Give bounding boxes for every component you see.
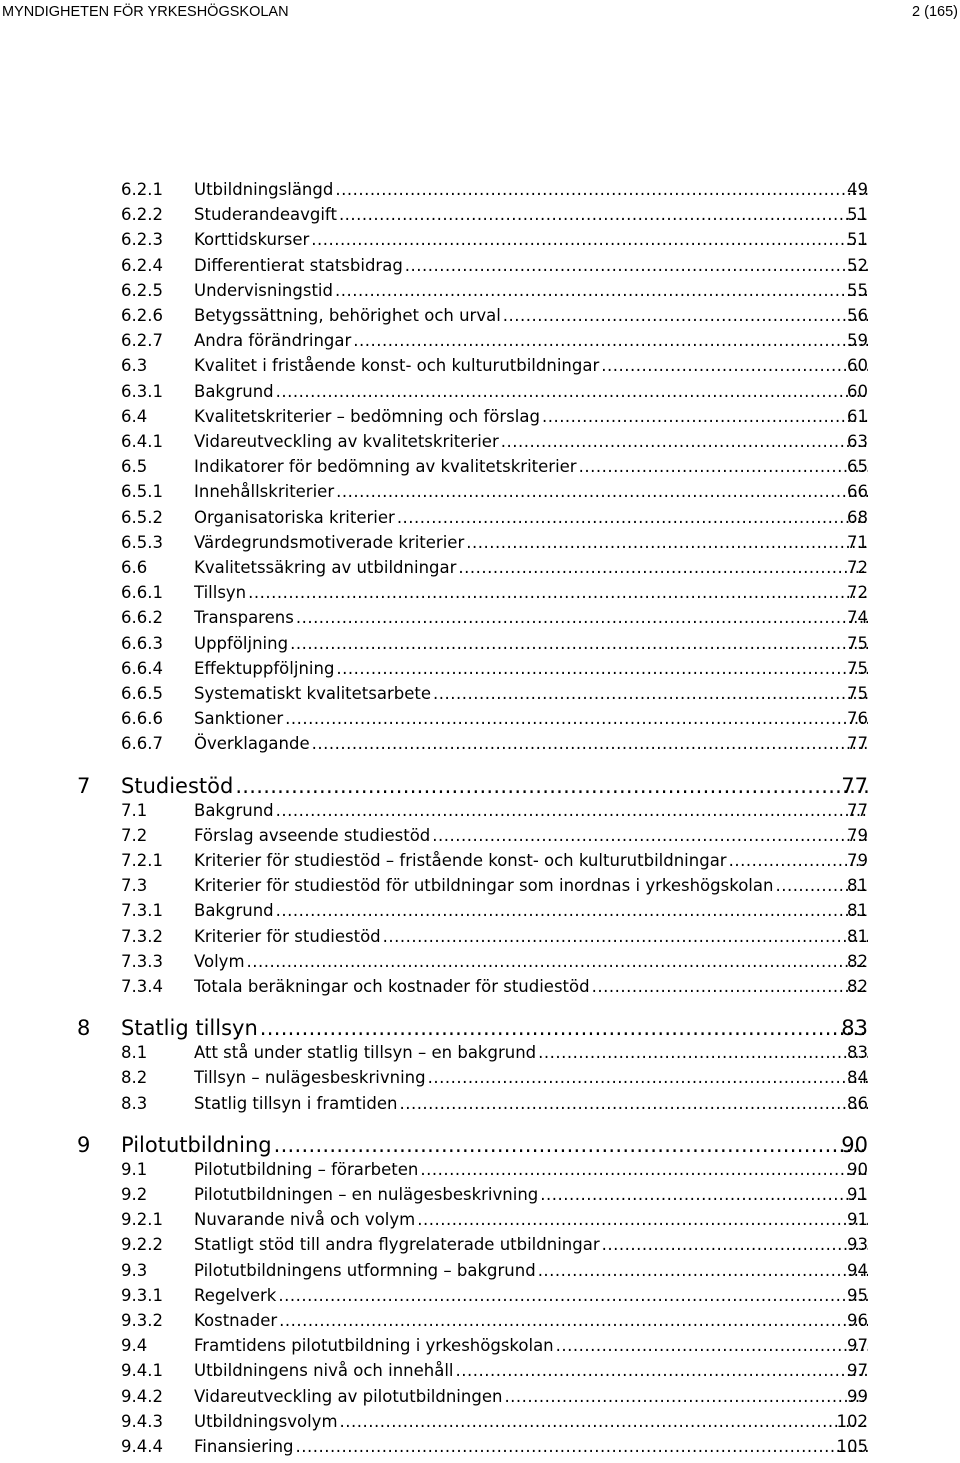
toc-entry-number: 6.2.7: [121, 331, 163, 351]
toc-entry-title-wrap: [194, 404, 868, 429]
toc-entry-number: 6.6.3: [121, 633, 163, 653]
toc-entry-title: Bakgrund: [194, 381, 274, 401]
toc-entry-page: 75: [847, 658, 868, 678]
toc-entry-number: 6.6: [121, 558, 148, 577]
toc-entry-title: Statlig tillsyn i framtiden: [194, 1093, 398, 1113]
toc-entry-title: Kriterier för studiestöd: [194, 926, 381, 946]
toc-entry[interactable]: [0, 631, 960, 656]
toc-entry-title-wrap: [194, 1434, 868, 1459]
toc-entry-page: 56: [847, 306, 868, 325]
toc-entry[interactable]: [0, 681, 960, 706]
toc-entry-title-wrap: [194, 1157, 868, 1182]
toc-dot-leader: [542, 404, 868, 429]
toc-entry-number: 7.2.1: [121, 851, 163, 870]
toc-entry-title-wrap: [194, 949, 868, 974]
toc-entry-title: Kriterier för studiestöd – fristående konst- och kulturutbildningar: [194, 851, 727, 870]
toc-entry-page: 52: [847, 255, 868, 275]
toc-dot-leader: [276, 798, 868, 823]
toc-entry-number: 6.6.7: [121, 734, 163, 754]
page-indicator: 2 (165): [912, 4, 958, 20]
toc-entry[interactable]: [0, 278, 960, 303]
toc-entry[interactable]: [0, 1065, 960, 1090]
toc-dot-leader: [503, 303, 868, 328]
toc-entry-title: Utbildningslängd: [194, 180, 334, 199]
toc-entry-title: Utbildningens nivå och innehåll: [194, 1361, 454, 1381]
toc-entry[interactable]: [0, 873, 960, 898]
toc-entry-title-wrap: [194, 353, 868, 378]
toc-entry[interactable]: [0, 656, 960, 681]
toc-entry-title-wrap: [194, 227, 868, 252]
toc-dot-leader: [278, 1283, 868, 1308]
toc-entry-title-wrap: [194, 1091, 868, 1116]
toc-entry-title-wrap: [194, 1258, 868, 1283]
toc-entry-page: 82: [847, 951, 868, 971]
toc-dot-leader: [579, 454, 868, 479]
toc-entry-title-wrap: [194, 823, 868, 848]
toc-entry-page: 66: [847, 482, 868, 502]
toc-entry-title: Bakgrund: [194, 901, 274, 921]
toc-entry-title: Statligt stöd till andra flygrelaterade utbildningar: [194, 1235, 600, 1255]
toc-entry-title: Bakgrund: [194, 800, 274, 820]
toc-entry-page: 77: [847, 800, 868, 820]
toc-entry[interactable]: [0, 1182, 960, 1207]
toc-entry-title: Värdegrundsmotiverade kriterier: [194, 532, 465, 552]
toc-entry-title-wrap: [194, 798, 868, 823]
toc-dot-leader: [601, 353, 868, 378]
toc-entry[interactable]: [0, 429, 960, 454]
toc-dot-leader: [540, 1182, 868, 1207]
toc-entry-title: Vidareutveckling av pilotutbildningen: [194, 1386, 503, 1406]
toc-entry-page: 63: [847, 432, 868, 451]
toc-entry[interactable]: [0, 1040, 960, 1065]
toc-entry[interactable]: [0, 1091, 960, 1116]
toc-dot-leader: [538, 1258, 868, 1283]
toc-entry-page: 84: [847, 1068, 868, 1088]
toc-entry-number: 9.3: [121, 1260, 148, 1280]
toc-entry-number: 9.4.4: [121, 1437, 163, 1456]
toc-entry-page: 49: [847, 180, 868, 199]
toc-entry[interactable]: [0, 328, 960, 353]
toc-entry-title: Innehållskriterier: [194, 482, 335, 502]
toc-entry-page: 94: [847, 1260, 868, 1280]
toc-entry-title: Pilotutbildning – förarbeten: [194, 1159, 419, 1179]
toc-entry-number: 7.2: [121, 825, 148, 845]
toc-dot-leader: [353, 328, 868, 353]
toc-entry-title-wrap: [194, 605, 868, 630]
toc-entry-title-wrap: [194, 530, 868, 555]
toc-entry-title: Kostnader: [194, 1311, 278, 1330]
toc-entry-title: Differentierat statsbidrag: [194, 255, 403, 275]
toc-dot-leader: [290, 631, 868, 656]
toc-entry[interactable]: [0, 1157, 960, 1182]
toc-entry-title-wrap: [194, 706, 868, 731]
toc-entry[interactable]: [0, 580, 960, 605]
toc-entry[interactable]: [0, 202, 960, 227]
toc-entry-page: 90: [847, 1159, 868, 1179]
toc-entry[interactable]: [0, 530, 960, 555]
toc-entry-number: 9.1: [121, 1159, 148, 1179]
toc-entry-title: Överklagande: [194, 734, 310, 754]
toc-entry-page: 81: [847, 901, 868, 921]
toc-entry-number: 9.2.1: [121, 1210, 163, 1230]
toc-entry-page: 90: [841, 1132, 868, 1157]
toc-entry-title-wrap: [194, 580, 868, 605]
toc-entry-title: Kvalitetssäkring av utbildningar: [194, 558, 457, 577]
toc-entry[interactable]: [0, 1333, 960, 1358]
toc-dot-leader: [556, 1333, 868, 1358]
toc-entry-title-wrap: [194, 1308, 868, 1333]
toc-entry-title: Förslag avseende studiestöd: [194, 825, 431, 845]
toc-dot-leader: [248, 580, 868, 605]
toc-dot-leader: [458, 555, 868, 580]
toc-entry-title: Andra förändringar: [194, 331, 352, 351]
toc-entry-page: 75: [847, 684, 868, 703]
toc-entry[interactable]: [0, 605, 960, 630]
toc-entry-title-wrap: [194, 1232, 868, 1257]
toc-dot-leader: [428, 1065, 868, 1090]
toc-entry-number: 6.2.6: [121, 306, 163, 325]
toc-entry-title: Att stå under statlig tillsyn – en bakgrund: [194, 1043, 537, 1063]
toc-entry-number: 7.1: [121, 800, 148, 820]
toc-entry-title: Effektuppföljning: [194, 658, 335, 678]
toc-entry-page: 76: [847, 709, 868, 729]
toc-dot-leader: [433, 681, 868, 706]
toc-entry-title: Regelverk: [194, 1285, 277, 1305]
toc-entry-title-wrap: [194, 656, 868, 681]
toc-entry-title-wrap: [194, 177, 868, 202]
toc-dot-leader: [501, 429, 868, 454]
toc-entry-page: 82: [847, 977, 868, 996]
toc-entry[interactable]: [0, 227, 960, 252]
toc-entry-title: Studiestöd: [121, 773, 234, 798]
toc-entry-title: Systematiskt kvalitetsarbete: [194, 684, 431, 703]
toc-entry-title: Nuvarande nivå och volym: [194, 1210, 416, 1230]
toc-entry-title: Indikatorer för bedömning av kvalitetskriterier: [194, 457, 577, 477]
toc-entry-title: Studerandeavgift: [194, 205, 337, 225]
toc-entry-title-wrap: [194, 974, 868, 999]
toc-entry-page: 81: [847, 876, 868, 896]
toc-entry-number: 9.2: [121, 1185, 148, 1204]
toc-entry[interactable]: [0, 823, 960, 848]
toc-entry-number: 6.2.4: [121, 255, 163, 275]
toc-entry-page: 75: [847, 633, 868, 653]
toc-entry-title-wrap: [194, 505, 868, 530]
toc-entry-title: Statlig tillsyn: [121, 1016, 258, 1041]
toc-entry-title: Kvalitet i fristående konst- och kulturutbildningar: [194, 356, 600, 376]
toc-entry-page: 72: [847, 583, 868, 603]
toc-entry-title: Tillsyn – nulägesbeskrivning: [194, 1068, 426, 1088]
toc-entry-title-wrap: [194, 681, 868, 706]
toc-entry-number: 6.5: [121, 457, 148, 477]
toc-dot-leader: [405, 253, 868, 278]
toc-entry[interactable]: [0, 303, 960, 328]
toc-entry[interactable]: [0, 404, 960, 429]
toc-entry[interactable]: [0, 1283, 960, 1308]
toc-entry-number: 6.6.6: [121, 709, 163, 729]
toc-entry-number: 6.2.2: [121, 205, 163, 225]
toc-entry-page: 97: [847, 1361, 868, 1381]
toc-entry-page: 61: [847, 406, 868, 426]
toc-entry-title-wrap: [194, 454, 868, 479]
toc-dot-leader: [420, 1157, 868, 1182]
toc-entry[interactable]: [0, 177, 960, 202]
toc-entry[interactable]: [0, 974, 960, 999]
toc-entry-title: Pilotutbildning: [121, 1132, 272, 1157]
toc-entry-title-wrap: [194, 848, 868, 873]
toc-dot-leader: [592, 974, 868, 999]
toc-entry-page: 86: [847, 1093, 868, 1113]
toc-entry[interactable]: [0, 555, 960, 580]
toc-entry-title: Finansiering: [194, 1437, 294, 1456]
toc-entry-number: 9.3.1: [121, 1285, 163, 1305]
toc-entry-title-wrap: [194, 873, 868, 898]
toc-entry-number: 8: [77, 1016, 91, 1041]
toc-entry-title-wrap: [194, 1333, 868, 1358]
toc-entry-page: 83: [841, 1016, 868, 1041]
toc-entry-title: Uppföljning: [194, 633, 289, 653]
toc-entry-page: 77: [847, 734, 868, 754]
toc-entry[interactable]: [0, 379, 960, 404]
toc-entry[interactable]: [0, 1232, 960, 1257]
toc-entry-title-wrap: [194, 731, 868, 756]
toc-entry-title: Utbildningsvolym: [194, 1411, 338, 1431]
toc-entry[interactable]: [0, 1258, 960, 1283]
toc-entry-page: 79: [847, 825, 868, 845]
toc-entry-number: 9.4.1: [121, 1361, 163, 1381]
toc-dot-leader: [504, 1384, 868, 1409]
toc-entry-number: 7.3.1: [121, 901, 163, 921]
toc-entry-title-wrap: [194, 924, 868, 949]
toc-entry-title: Totala beräkningar och kostnader för studiestöd: [194, 977, 590, 996]
toc-entry-title-wrap: [194, 379, 868, 404]
toc-entry-number: 6.6.1: [121, 583, 163, 603]
toc-entry-title: Transparens: [194, 608, 294, 628]
toc-entry-title-wrap: [194, 429, 868, 454]
toc-entry-number: 8.3: [121, 1093, 148, 1113]
toc-dot-leader: [276, 898, 868, 923]
toc-entry-page: 59: [847, 331, 868, 351]
toc-dot-leader: [466, 530, 868, 555]
toc-entry-title: Pilotutbildningens utformning – bakgrund: [194, 1260, 536, 1280]
toc-entry-page: 51: [847, 230, 868, 250]
toc-entry-number: 6.4: [121, 406, 148, 426]
toc-entry-number: 7.3.2: [121, 926, 163, 946]
toc-entry-number: 6.6.4: [121, 658, 163, 678]
toc-entry-number: 9: [77, 1132, 91, 1157]
toc-entry-page: 77: [841, 773, 868, 798]
toc-dot-leader: [339, 202, 868, 227]
toc-dot-leader: [285, 706, 868, 731]
toc-entry[interactable]: [0, 706, 960, 731]
toc-entry-title-wrap: [194, 278, 868, 303]
toc-entry-number: 6.4.1: [121, 432, 163, 451]
toc-entry-number: 9.4: [121, 1336, 148, 1356]
toc-dot-leader: [335, 177, 868, 202]
page-header: [0, 4, 960, 26]
toc-entry-page: 91: [847, 1185, 868, 1204]
organization-name: MYNDIGHETEN FÖR YRKESHÖGSKOLAN: [2, 4, 289, 20]
toc-entry-page: 95: [847, 1285, 868, 1305]
toc-dot-leader: [296, 605, 868, 630]
toc-entry-title-wrap: [194, 1358, 868, 1383]
toc-entry[interactable]: [0, 253, 960, 278]
toc-entry[interactable]: [0, 848, 960, 873]
toc-entry-title-wrap: [194, 1207, 868, 1232]
toc-entry-page: 68: [847, 507, 868, 527]
toc-dot-leader: [602, 1232, 868, 1257]
toc-dot-leader: [456, 1358, 868, 1383]
toc-entry[interactable]: [0, 1308, 960, 1333]
toc-entry-title-wrap: [194, 898, 868, 923]
toc-dot-leader: [432, 823, 868, 848]
toc-entry-page: 65: [847, 457, 868, 477]
toc-entry-title-wrap: [194, 1040, 868, 1065]
toc-dot-leader: [383, 924, 868, 949]
toc-dot-leader: [296, 1434, 868, 1459]
toc-entry[interactable]: [0, 505, 960, 530]
toc-dot-leader: [335, 278, 868, 303]
toc-entry-title: Kvalitetskriterier – bedömning och förslag: [194, 406, 540, 426]
toc-entry-number: 6.2.5: [121, 280, 163, 300]
toc-entry-page: 60: [847, 381, 868, 401]
toc-dot-leader: [311, 227, 868, 252]
toc-entry-title-wrap: [194, 1182, 868, 1207]
toc-dot-leader: [417, 1207, 868, 1232]
toc-entry-title: Tillsyn: [194, 583, 247, 603]
toc-entry[interactable]: [0, 924, 960, 949]
toc-entry[interactable]: [0, 731, 960, 756]
toc-dot-leader: [336, 656, 868, 681]
toc-entry-number: 9.4.2: [121, 1386, 163, 1406]
toc-entry-title-wrap: [194, 303, 868, 328]
toc-dot-leader: [336, 479, 868, 504]
toc-entry-title-wrap: [194, 1065, 868, 1090]
toc-entry-number: 6.2.3: [121, 230, 163, 250]
toc-dot-leader: [399, 1091, 868, 1116]
toc-entry-page: 93: [847, 1235, 868, 1255]
toc-entry-page: 81: [847, 926, 868, 946]
toc-entry-number: 6.2.1: [121, 180, 163, 199]
toc-entry-page: 71: [847, 532, 868, 552]
toc-entry-number: 7.3.3: [121, 951, 163, 971]
toc-entry-title: Volym: [194, 951, 245, 971]
toc-entry-page: 60: [847, 356, 868, 376]
toc-entry-title-wrap: [194, 555, 868, 580]
toc-entry-number: 9.3.2: [121, 1311, 163, 1330]
toc-entry[interactable]: [0, 1207, 960, 1232]
toc-entry-number: 6.5.1: [121, 482, 163, 502]
toc-entry-page: 102: [836, 1411, 868, 1431]
toc-entry-title: Undervisningstid: [194, 280, 333, 300]
toc-entry-title-wrap: [194, 631, 868, 656]
toc-entry-title-wrap: [194, 328, 868, 353]
toc-dot-leader: [397, 505, 868, 530]
toc-entry[interactable]: [0, 949, 960, 974]
toc-entry-title: Pilotutbildningen – en nulägesbeskrivning: [194, 1185, 539, 1204]
toc-entry[interactable]: [0, 353, 960, 378]
toc-entry[interactable]: [0, 1409, 960, 1434]
toc-entry-number: 6.5.3: [121, 532, 163, 552]
toc-entry-page: 99: [847, 1386, 868, 1406]
toc-entry[interactable]: [0, 898, 960, 923]
toc-entry[interactable]: [0, 1384, 960, 1409]
toc-entry-page: 79: [847, 851, 868, 870]
toc-entry-page: 51: [847, 205, 868, 225]
toc-entry-title-wrap: [194, 253, 868, 278]
toc-entry-number: 6.3.1: [121, 381, 163, 401]
toc-entry-page: 83: [847, 1043, 868, 1063]
toc-entry-page: 97: [847, 1336, 868, 1356]
toc-entry-number: 6.3: [121, 356, 148, 376]
toc-entry-title-wrap: [194, 1384, 868, 1409]
toc-entry-page: 55: [847, 280, 868, 300]
toc-entry-title: Sanktioner: [194, 709, 284, 729]
toc-entry-number: 9.4.3: [121, 1411, 163, 1431]
toc-entry-number: 6.5.2: [121, 507, 163, 527]
toc-entry-number: 9.2.2: [121, 1235, 163, 1255]
toc-entry[interactable]: [0, 454, 960, 479]
toc-entry-number: 8.1: [121, 1043, 148, 1063]
toc-entry[interactable]: [0, 1434, 960, 1459]
toc-entry[interactable]: [0, 798, 960, 823]
toc-entry-page: 96: [847, 1311, 868, 1330]
toc-entry-title: Betygssättning, behörighet och urval: [194, 306, 501, 325]
toc-entry[interactable]: [0, 1358, 960, 1383]
toc-entry-page: 91: [847, 1210, 868, 1230]
toc-entry-number: 6.6.2: [121, 608, 163, 628]
toc-entry-number: 7.3: [121, 876, 148, 896]
toc-dot-leader: [312, 731, 868, 756]
toc-entry-page: 105: [836, 1437, 868, 1456]
toc-entry-page: 74: [847, 608, 868, 628]
toc-dot-leader: [279, 1308, 868, 1333]
toc-entry-number: 7.3.4: [121, 977, 163, 996]
toc-entry-title: Framtidens pilotutbildning i yrkeshögskolan: [194, 1336, 554, 1356]
toc-entry-title-wrap: [194, 1283, 868, 1308]
toc-entry-title: Kriterier för studiestöd för utbildningar som inordnas i yrkeshögskolan: [194, 876, 774, 896]
toc-dot-leader: [340, 1409, 868, 1434]
toc-entry-title-wrap: [194, 202, 868, 227]
toc-dot-leader: [538, 1040, 868, 1065]
toc-entry-title-wrap: [194, 1409, 868, 1434]
toc-entry[interactable]: [0, 479, 960, 504]
toc-entry-title: Organisatoriska kriterier: [194, 507, 395, 527]
toc-entry-number: 8.2: [121, 1068, 148, 1088]
toc-entry-title: Vidareutveckling av kvalitetskriterier: [194, 432, 499, 451]
toc-entry-title-wrap: [194, 479, 868, 504]
toc-entry-page: 72: [847, 558, 868, 577]
toc-dot-leader: [276, 379, 868, 404]
toc-dot-leader: [247, 949, 868, 974]
toc-entry-number: 6.6.5: [121, 684, 163, 703]
toc-entry-title: Korttidskurser: [194, 230, 310, 250]
toc-entry-number: 7: [77, 773, 91, 798]
